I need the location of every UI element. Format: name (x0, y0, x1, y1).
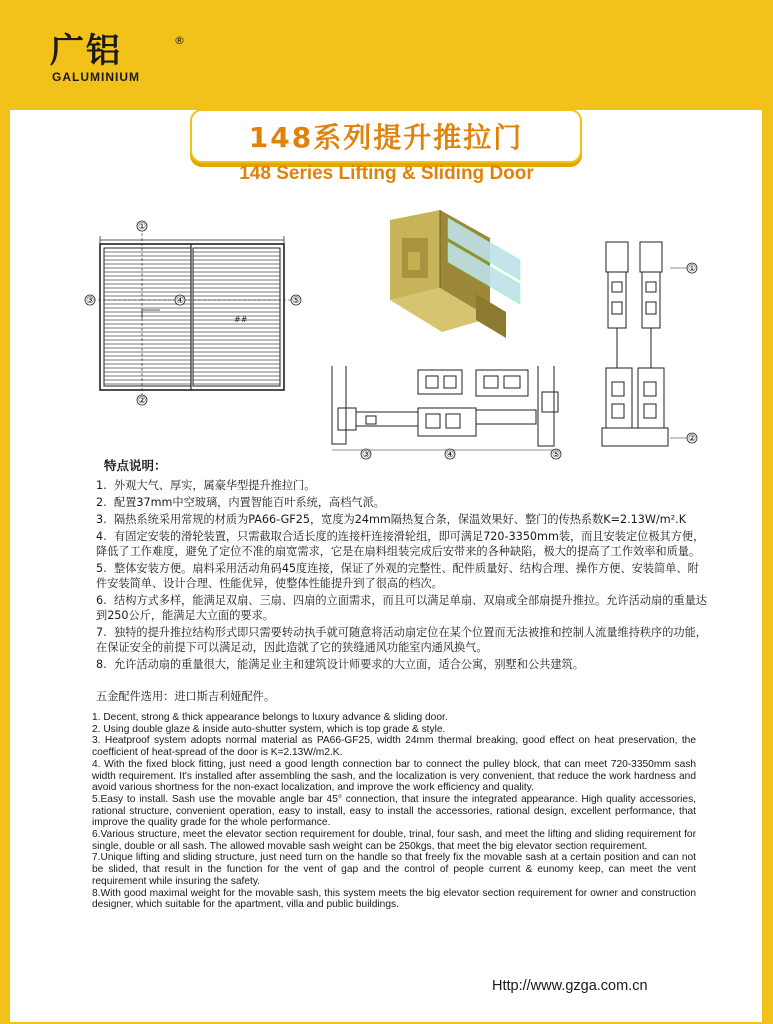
logo-english: GALUMINIUM (52, 70, 140, 84)
feature-item-4: 4. 有固定安装的滑轮装置，只需截取合适长度的连接杆连接滑轮组，即可满足720-3350mm装，而且安装定位极其方便，降低了工作难度，避免了定位不准的扇宽需求，它是在扇料组装完成后安带来的各种缺陷，极大的提高了工作效率和质量。 (96, 530, 705, 558)
section-label-3: ③ (362, 449, 371, 459)
section-label-4: ④ (446, 449, 455, 459)
feature-item-2: 2. 配置37mm中空玻璃，内置智能百叶系统，高档气派。 (96, 496, 385, 509)
en-item-2: 2. Using double glaze & inside auto-shutter system, which is top grade & style. (92, 723, 446, 735)
feature-item-1: 1. 外观大气、厚实，属豪华型提升推拉门。 (96, 479, 316, 492)
vertical-label-1: ① (688, 263, 697, 273)
en-item-6: 6.Various structure, meet the elevator section requirement for double, trinal, four sash, and meet the lifting and sliding requirement for single, double or all sash. The allowed movable sash weight can be 250kgs, that meet the big elevator section requirement. (92, 829, 696, 852)
section-label-5: ⑤ (552, 449, 561, 459)
elevation-label-2: ② (138, 395, 147, 405)
svg-text:##: ## (234, 315, 248, 324)
en-item-3: 3. Heatproof system adopts normal material as PA66-GF25, width 24mm thermal breaking, good effect on heat preservation, the coefficient of heat-spread of the door is K=2.13W/m2.K. (92, 735, 696, 759)
door-elevation-figure (84, 218, 314, 413)
en-item-5: 5.Easy to install. Sash use the movable angle bar 45° connection, that insure the integrated appearance. High quality accessories, rational structure, convenient operation, easy to install, easy to install the accessories, rational design, excellent performance, that improve the quality grade for the whole performance. (92, 793, 696, 829)
feature-item-3: 3. 隔热系统采用常规的材质为PA66-GF25，宽度为24mm隔热复合条，保温效果好、整门的传热系数K=2.13W/m².K (96, 513, 687, 526)
vertical-section-figure (596, 238, 706, 456)
hardware-note: 五金配件选用：进口斯吉利娅配件。 (96, 690, 276, 703)
feature-item-8: 8. 允许活动扇的重量很大，能满足业主和建筑设计师要求的大立面，适合公寓，别墅和公共建筑。 (96, 658, 584, 671)
features-list-cn (96, 478, 708, 674)
vertical-label-2: ② (688, 433, 697, 443)
en-item-1: 1. Decent, strong & thick appearance belongs to luxury advance & sliding door. (92, 712, 448, 723)
feature-item-7: 7. 独特的提升推拉结构形式即只需要转动执手就可随意将活动扇定位在某个位置而无法被推和控制人流量维持秩序的功能，在保证安全的前提下可以满足动，因此造就了它的狭缝通风功能室内通风换气。 (96, 626, 707, 654)
page-title-en: 148 Series Lifting & Sliding Door (239, 163, 534, 184)
features-heading: 特点说明： (104, 458, 167, 473)
elevation-label-4: ④ (176, 295, 185, 305)
en-item-7: 7.Unique lifting and sliding structure, just need turn on the handle so that freely fix the movable sash at a certain position and can not be slided, that result in the function for the vent of gap and the control of people current & eunomy keep, can meet the vent requirement while insuring the safety. (92, 852, 696, 887)
website-link[interactable]: Http://www.gzga.com.cn (492, 978, 648, 994)
elevation-label-1: ① (138, 221, 147, 231)
features-list-en (92, 712, 696, 911)
elevation-label-3: ③ (86, 295, 95, 305)
elevation-label-5: ⑤ (292, 295, 301, 305)
brand-logo (50, 32, 190, 84)
title-banner (190, 109, 582, 163)
en-item-4: 4. With the fixed block fitting, just need a good length connection bar to connect the pulley block, that can meet 720-3350mm sash width requirement. It's installed after assembling the sash, and the localization is very convenient, that reduce the work hardness and avoid various shortness for the non-exact localization, and improve the work efficiency and quality. (92, 758, 696, 794)
registered-mark: ® (174, 34, 185, 47)
feature-item-6: 6. 结构方式多样，能满足双扇、三扇、四扇的立面需求，而且可以满足单扇、双扇或全部扇提升推拉。允许活动扇的重量达到250公斤，能满足大立面的要求。 (96, 594, 707, 622)
horizontal-section-figure (326, 362, 578, 460)
profile-3d-figure (380, 208, 530, 348)
logo-chinese: 广铝 (50, 31, 122, 71)
feature-item-5: 5. 整体安装方便。扇料采用活动角码45度连接，保证了外观的完整性、配件质量好、结构合理、操作方便、安装简单、附件安装简单、设计合理、性能优异，使整体性能提升到了很高的档次。 (96, 562, 699, 590)
en-item-8: 8.With good maximal weight for the movable sash, this system meets the big elevator section requirement for owner and construction designer, which suitable for the apartment, villa and public buildings. (92, 887, 696, 911)
page-title-cn: 148系列提升推拉门 (248, 121, 524, 154)
